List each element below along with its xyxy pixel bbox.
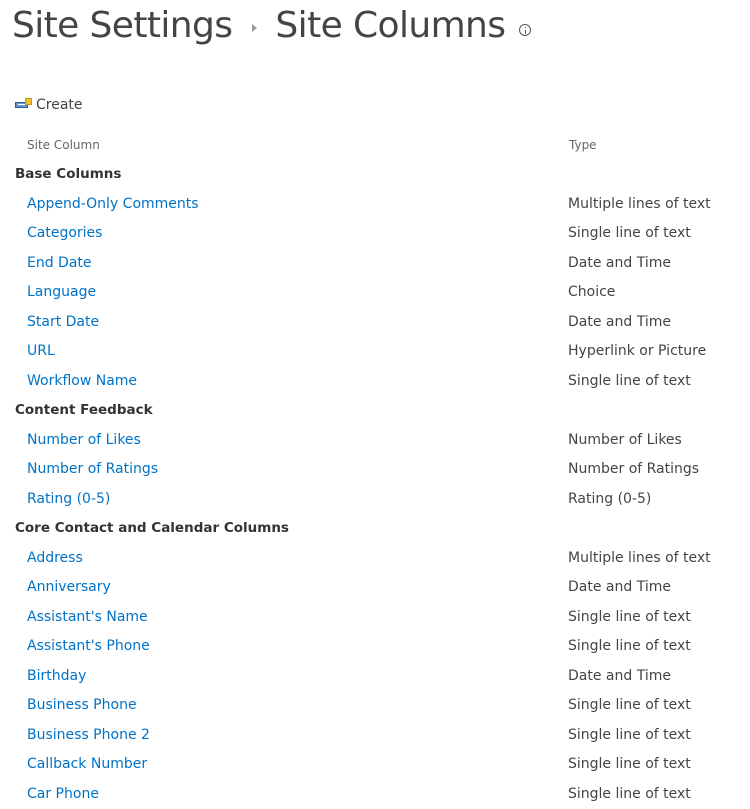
column-type: Single line of text [568, 756, 691, 772]
table-row [0, 308, 750, 338]
site-column-link[interactable]: Start Date [27, 314, 99, 330]
table-row [0, 190, 750, 220]
column-type: Single line of text [568, 225, 691, 241]
column-type: Hyperlink or Picture [568, 343, 706, 359]
table-row [0, 632, 750, 662]
breadcrumb-current-page: Site Columns [275, 0, 505, 52]
column-type: Date and Time [568, 314, 671, 330]
group-title: Base Columns [15, 166, 121, 182]
site-column-link[interactable]: Address [27, 550, 83, 566]
group-header-row [0, 160, 750, 190]
group-title: Content Feedback [15, 402, 153, 418]
table-row [0, 750, 750, 780]
column-type: Single line of text [568, 786, 691, 802]
site-column-link[interactable]: End Date [27, 255, 92, 271]
table-row [0, 721, 750, 751]
create-label: Create [36, 97, 83, 113]
table-row [0, 455, 750, 485]
column-type: Rating (0-5) [568, 491, 651, 507]
column-type: Choice [568, 284, 615, 300]
breadcrumb-separator-icon [252, 24, 257, 32]
site-column-link[interactable]: Business Phone [27, 697, 137, 713]
site-column-link[interactable]: Assistant's Name [27, 609, 148, 625]
table-row [0, 249, 750, 279]
site-column-link[interactable]: Anniversary [27, 579, 111, 595]
site-column-link[interactable]: Assistant's Phone [27, 638, 150, 654]
column-type: Number of Ratings [568, 461, 699, 477]
site-column-link[interactable]: Workflow Name [27, 373, 137, 389]
column-type: Single line of text [568, 727, 691, 743]
table-row [0, 337, 750, 367]
page-title [12, 0, 531, 52]
column-type: Multiple lines of text [568, 196, 711, 212]
site-column-link[interactable]: Car Phone [27, 786, 99, 802]
info-icon[interactable] [519, 24, 531, 36]
column-type: Single line of text [568, 697, 691, 713]
column-type: Multiple lines of text [568, 550, 711, 566]
table-row [0, 780, 750, 809]
site-column-link[interactable]: Number of Likes [27, 432, 141, 448]
table-row [0, 485, 750, 515]
site-column-link[interactable]: Append-Only Comments [27, 196, 199, 212]
group-header-row [0, 514, 750, 544]
table-row [0, 367, 750, 397]
group-title: Core Contact and Calendar Columns [15, 520, 289, 536]
column-type: Number of Likes [568, 432, 682, 448]
site-column-link[interactable]: Birthday [27, 668, 86, 684]
column-header-site-column: Site Column [27, 138, 100, 152]
site-column-link[interactable]: Business Phone 2 [27, 727, 150, 743]
column-header-type: Type [569, 138, 597, 152]
table-row [0, 544, 750, 574]
table-row [0, 278, 750, 308]
table-row [0, 603, 750, 633]
column-type: Single line of text [568, 373, 691, 389]
table-row [0, 573, 750, 603]
table-row [0, 219, 750, 249]
site-column-link[interactable]: Categories [27, 225, 102, 241]
site-column-link[interactable]: Callback Number [27, 756, 147, 772]
column-type: Single line of text [568, 609, 691, 625]
new-column-icon [15, 98, 33, 112]
column-type: Single line of text [568, 638, 691, 654]
table-row [0, 662, 750, 692]
table-row [0, 426, 750, 456]
site-column-link[interactable]: Number of Ratings [27, 461, 158, 477]
group-header-row [0, 396, 750, 426]
create-button[interactable] [15, 96, 83, 114]
site-column-link[interactable]: URL [27, 343, 55, 359]
site-column-link[interactable]: Language [27, 284, 96, 300]
site-column-link[interactable]: Rating (0-5) [27, 491, 110, 507]
column-type: Date and Time [568, 668, 671, 684]
column-type: Date and Time [568, 255, 671, 271]
column-type: Date and Time [568, 579, 671, 595]
site-columns-table [0, 160, 750, 809]
breadcrumb-site-settings-link[interactable]: Site Settings [12, 0, 232, 52]
table-row [0, 691, 750, 721]
